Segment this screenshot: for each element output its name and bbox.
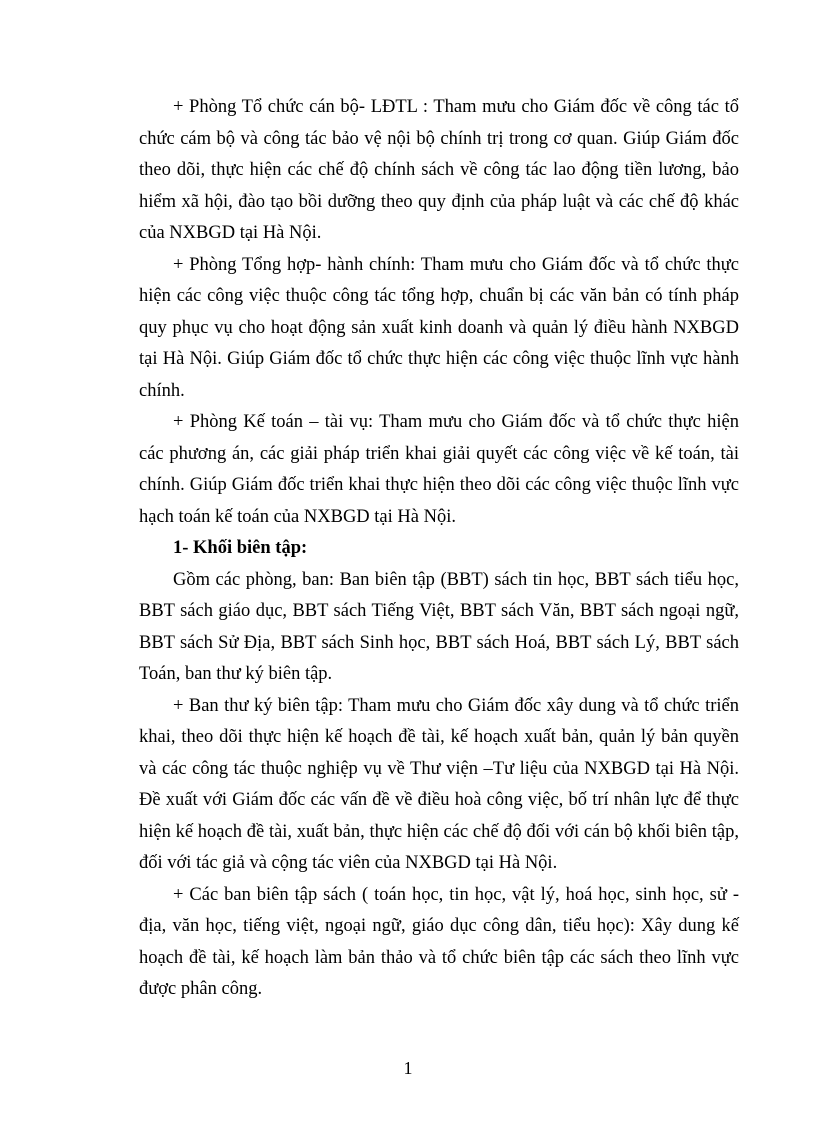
section-heading-khoi-bien-tap: 1- Khối biên tập: — [173, 538, 308, 558]
document-body — [139, 92, 739, 1006]
paragraph-cac-ban-bien-tap-sach: + Các ban biên tập sách ( toán học, tin học, vật lý, hoá học, sinh học, sử - địa, văn học, tiếng việt, ngoại ngữ, giáo dục công dân, tiểu học): Xây dung kế hoạch đề tài, kế hoạch làm bản thảo và tổ chức biên tập các sách theo lĩnh vực được phân công. — [139, 884, 739, 999]
paragraph-gom-cac-phong-ban: Gồm các phòng, ban: Ban biên tập (BBT) sách tin học, BBT sách tiểu học, BBT sách giáo dục, BBT sách Tiếng Việt, BBT sách Văn, BBT sách ngoại ngữ, BBT sách Sử Địa, BBT sách Sinh học, BBT sách Hoá, BBT sách Lý, BBT sách Toán, ban thư ký biên tập. — [139, 569, 739, 684]
paragraph-phong-to-chuc-can-bo: + Phòng Tổ chức cán bộ- LĐTL : Tham mưu cho Giám đốc về công tác tổ chức cám bộ và công tác bảo vệ nội bộ chính trị trong cơ quan. Giúp Giám đốc theo dõi, thực hiện các chế độ chính sách về công tác lao động tiền lương, bảo hiểm xã hội, đào tạo bồi dưỡng theo quy định của pháp luật và các chế độ khác của NXBGD tại Hà Nội. — [139, 97, 739, 243]
paragraph-ban-thu-ky-bien-tap: + Ban thư ký biên tập: Tham mưu cho Giám đốc xây dung và tổ chức triển khai, theo dõi thực hiện kế hoạch đề tài, kế hoạch xuất bản, quản lý bản quyền và các công tác thuộc nghiệp vụ về Thư viện –Tư liệu của NXBGD tại Hà Nội. Đề xuất với Giám đốc các vấn đề về điều hoà công việc, bố trí nhân lực để thực hiện kế hoạch đề tài, xuất bản, thực hiện các chế độ đối với cán bộ khối biên tập, đối với tác giả và cộng tác viên của NXBGD tại Hà Nội. — [139, 695, 739, 873]
page-number: 1 — [403, 1058, 413, 1078]
paragraph-phong-tong-hop-hanh-chinh: + Phòng Tổng hợp- hành chính: Tham mưu cho Giám đốc và tổ chức thực hiện các công việc thuộc công tác tổng hợp, chuẩn bị các văn bản có tính pháp quy phục vụ cho hoạt động sản xuất kinh doanh và quản lý điều hành NXBGD tại Hà Nội. Giúp Giám đốc tổ chức thực hiện các công việc thuộc lĩnh vực hành chính. — [139, 254, 739, 401]
paragraph-phong-ke-toan-tai-vu: + Phòng Kế toán – tài vụ: Tham mưu cho Giám đốc và tổ chức thực hiện các phương án, các giải pháp triển khai giải quyết các công việc về kế toán, tài chính. Giúp Giám đốc triển khai thực hiện theo dõi các công việc thuộc lĩnh vực hạch toán kế toán của NXBGD tại Hà Nội. — [139, 412, 739, 527]
